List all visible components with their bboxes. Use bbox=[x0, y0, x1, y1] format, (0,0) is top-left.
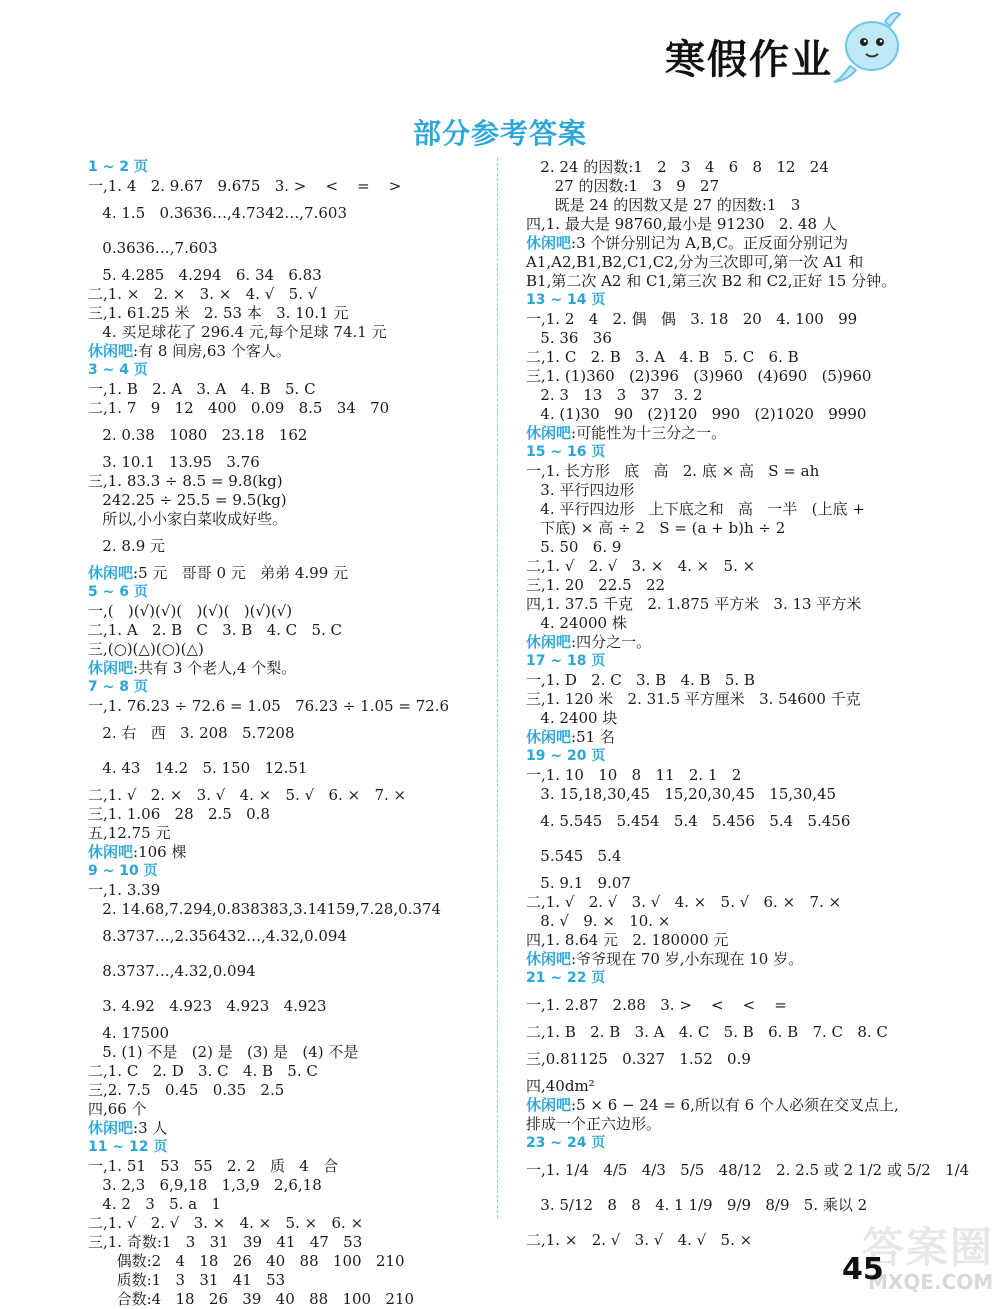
break-label: 休闲吧 bbox=[526, 424, 572, 442]
column-divider bbox=[497, 158, 498, 1218]
answer-line: 二,1. √ 2. √ 3. × 4. × 5. × bbox=[526, 557, 756, 575]
section-heading: 21 ~ 22 页 bbox=[526, 970, 606, 986]
answer-line: 2. 8.9 元 bbox=[88, 537, 166, 555]
answer-line: 二,1. A 2. B C 3. B 4. C 5. C bbox=[88, 621, 342, 639]
answer-line: 3. 2,3 6,9,18 1,3,9 2,6,18 bbox=[88, 1176, 322, 1194]
answer-line: 5. 9.1 9.07 bbox=[526, 874, 631, 892]
break-label: 休闲吧 bbox=[526, 728, 572, 746]
break-answer-text: :爷爷现在 70 岁,小东现在 10 岁。 bbox=[571, 950, 804, 968]
break-answer-line bbox=[526, 633, 926, 652]
break-label: 休闲吧 bbox=[526, 234, 572, 252]
answer-line: 2. 0.38 1080 23.18 162 bbox=[88, 426, 308, 444]
section-heading: 3 ~ 4 页 bbox=[88, 362, 148, 378]
answer-line: 4. 24000 株 bbox=[526, 614, 627, 632]
answer-line: 27 的因数:1 3 9 27 bbox=[526, 177, 720, 195]
answer-line: 二,1. × 2. × 3. × 4. √ 5. √ bbox=[88, 285, 318, 303]
watermark-url: MXQE.COM bbox=[868, 1270, 994, 1294]
answer-line: 二,1. C 2. B 3. A 4. B 5. C 6. B bbox=[526, 348, 799, 366]
section-heading: 19 ~ 20 页 bbox=[526, 748, 606, 764]
dolphin-mascot-icon bbox=[830, 8, 910, 88]
break-answer-line bbox=[526, 424, 926, 443]
break-answer-line bbox=[88, 843, 488, 862]
answer-line: 三,1. 奇数:1 3 31 39 41 47 53 bbox=[88, 1233, 363, 1251]
answer-line: 下底) × 高 ÷ 2 S = (a + b)h ÷ 2 bbox=[526, 519, 786, 537]
answer-line: 5. 50 6. 9 bbox=[526, 538, 622, 556]
answer-line: 2. 右 西 3. 208 5.7208 bbox=[88, 724, 295, 742]
answer-line: 3. 15,18,30,45 15,20,30,45 15,30,45 bbox=[526, 785, 837, 803]
answer-line: 三,1. 1.06 28 2.5 0.8 bbox=[88, 805, 270, 823]
brand-title: 寒假作业 bbox=[665, 36, 833, 83]
answer-line: 偶数:2 4 18 26 40 88 100 210 bbox=[88, 1252, 405, 1270]
answer-line: 5. (1) 不是 (2) 是 (3) 是 (4) 不是 bbox=[88, 1043, 359, 1061]
answer-line: 4. 43 14.2 5. 150 12.51 bbox=[88, 759, 308, 777]
break-answer-text: :有 8 间房,63 个客人。 bbox=[133, 342, 291, 360]
break-answer-text: :四分之一。 bbox=[571, 633, 652, 651]
break-answer-line bbox=[526, 950, 926, 969]
page-number: 45 bbox=[842, 1252, 884, 1287]
break-answer-text: :106 棵 bbox=[133, 843, 187, 861]
answer-line: 二,1. √ 2. √ 3. √ 4. × 5. √ 6. × 7. × bbox=[526, 893, 842, 911]
answer-line: 三,0.81125 0.327 1.52 0.9 bbox=[526, 1050, 751, 1068]
answer-line: 三,1. 20 22.5 22 bbox=[526, 576, 666, 594]
answer-line: 0.3636…,7.603 bbox=[88, 239, 218, 257]
answer-line: 4. 2 3 5. a 1 bbox=[88, 1195, 221, 1213]
answer-line: 3. 5/12 8 8 4. 1 1/9 9/9 8/9 5. 乘以 2 bbox=[526, 1196, 868, 1214]
section-heading: 1 ~ 2 页 bbox=[88, 159, 148, 175]
answer-line: 8.3737…,4.32,0.094 bbox=[88, 962, 256, 980]
answer-line: 2. 14.68,7.294,0.838383,3.14159,7.28,0.374 bbox=[88, 900, 442, 918]
break-label: 休闲吧 bbox=[526, 950, 572, 968]
answer-line: 一,1. 2.87 2.88 3. > < < = bbox=[526, 996, 787, 1014]
answer-line: 3. 10.1 13.95 3.76 bbox=[88, 453, 260, 471]
answer-line: 三,2. 7.5 0.45 0.35 2.5 bbox=[88, 1081, 285, 1099]
answer-line: 一,1. 51 53 55 2. 2 质 4 合 bbox=[88, 1157, 339, 1175]
answer-line: 四,1. 8.64 元 2. 180000 元 bbox=[526, 931, 729, 949]
answer-line: 一,1. B 2. A 3. A 4. B 5. C bbox=[88, 380, 316, 398]
answer-line: 所以,小小家白菜收成好些。 bbox=[88, 510, 288, 528]
break-answer-line bbox=[526, 1096, 926, 1115]
break-answer-line bbox=[88, 342, 488, 361]
break-label: 休闲吧 bbox=[88, 342, 134, 360]
break-answer-line bbox=[88, 659, 488, 678]
answer-line: 2. 24 的因数:1 2 3 4 6 8 12 24 bbox=[526, 158, 829, 176]
section-heading: 9 ~ 10 页 bbox=[88, 863, 158, 879]
answer-line: 质数:1 3 31 41 53 bbox=[88, 1271, 286, 1289]
answer-line: 一,1. 10 10 8 11 2. 1 2 bbox=[526, 766, 742, 784]
answer-line: 3. 平行四边形 bbox=[526, 481, 635, 499]
answer-line: 8.3737…,2.356432…,4.32,0.094 bbox=[88, 927, 348, 945]
break-answer-line bbox=[526, 234, 926, 253]
answer-line: 一,1. 3.39 bbox=[88, 881, 161, 899]
page-title: 部分参考答案 bbox=[412, 117, 587, 150]
answer-line: A1,A2,B1,B2,C1,C2,分为三次即可,第一次 A1 和 bbox=[526, 253, 864, 271]
break-answer-text: :51 名 bbox=[571, 728, 615, 746]
answer-line: 5. 36 36 bbox=[526, 329, 612, 347]
section-heading: 5 ~ 6 页 bbox=[88, 584, 148, 600]
section-heading: 17 ~ 18 页 bbox=[526, 653, 606, 669]
answer-line: 4. 2400 块 bbox=[526, 709, 618, 727]
answer-line: 一,( )(√)(√)( )(√)( )(√)(√) bbox=[88, 602, 293, 620]
answer-line: 三,1. 83.3 ÷ 8.5 = 9.8(kg) bbox=[88, 472, 283, 490]
break-label: 休闲吧 bbox=[88, 843, 134, 861]
answer-line: 一,1. 长方形 底 高 2. 底 × 高 S = ah bbox=[526, 462, 820, 480]
break-answer-text: :共有 3 个老人,4 个梨。 bbox=[133, 659, 297, 677]
break-answer-text: :5 × 6 − 24 = 6,所以有 6 个人必须在交叉点上, bbox=[571, 1096, 899, 1114]
answer-line: 4. 17500 bbox=[88, 1024, 170, 1042]
section-heading: 7 ~ 8 页 bbox=[88, 679, 148, 695]
section-heading: 15 ~ 16 页 bbox=[526, 444, 606, 460]
break-label: 休闲吧 bbox=[88, 564, 134, 582]
break-answer-text: :3 人 bbox=[133, 1119, 168, 1137]
break-label: 休闲吧 bbox=[88, 1119, 134, 1137]
answer-line: 排成一个正六边形。 bbox=[526, 1115, 662, 1133]
break-answer-line bbox=[88, 564, 488, 583]
answer-line: 五,12.75 元 bbox=[88, 824, 171, 842]
answer-line: 2. 3 13 3 37 3. 2 bbox=[526, 386, 703, 404]
answer-line: 二,1. √ 2. √ 3. × 4. × 5. × 6. × bbox=[88, 1214, 364, 1232]
answer-line: 一,1. 1/4 4/5 4/3 5/5 48/12 2. 2.5 或 2 1/2 或 5/2 1/4 bbox=[526, 1161, 970, 1179]
answer-line: 4. 平行四边形 上下底之和 高 一半 (上底 + bbox=[526, 500, 865, 518]
break-answer-text: :5 元 哥哥 0 元 弟弟 4.99 元 bbox=[133, 564, 349, 582]
answer-line: 三,1. 61.25 米 2. 53 本 3. 10.1 元 bbox=[88, 304, 349, 322]
answer-line: 一,1. 76.23 ÷ 72.6 = 1.05 76.23 ÷ 1.05 = 72.6 bbox=[88, 697, 450, 715]
answer-line: 242.25 ÷ 25.5 = 9.5(kg) bbox=[88, 491, 287, 509]
answer-line: 二,1. 7 9 12 400 0.09 8.5 34 70 bbox=[88, 399, 390, 417]
answer-line: 二,1. √ 2. × 3. √ 4. × 5. √ 6. × 7. × bbox=[88, 786, 407, 804]
break-answer-line bbox=[88, 1119, 488, 1138]
answer-line: 5. 4.285 4.294 6. 34 6.83 bbox=[88, 266, 322, 284]
section-heading: 23 ~ 24 页 bbox=[526, 1135, 606, 1151]
answer-line: 一,1. D 2. C 3. B 4. B 5. B bbox=[526, 671, 755, 689]
answer-line: 二,1. B 2. B 3. A 4. C 5. B 6. B 7. C 8. C bbox=[526, 1023, 888, 1041]
section-heading: 11 ~ 12 页 bbox=[88, 1139, 168, 1155]
answer-line: 二,1. × 2. √ 3. √ 4. √ 5. × bbox=[526, 1231, 753, 1249]
answer-line: 5.545 5.4 bbox=[526, 847, 622, 865]
section-heading: 13 ~ 14 页 bbox=[526, 292, 606, 308]
answer-line: 三,1. 120 米 2. 31.5 平方厘米 3. 54600 千克 bbox=[526, 690, 861, 708]
break-label: 休闲吧 bbox=[526, 633, 572, 651]
answer-line: 4. 买足球花了 296.4 元,每个足球 74.1 元 bbox=[88, 323, 387, 341]
answer-line: B1,第二次 A2 和 C1,第三次 B2 和 C2,正好 15 分钟。 bbox=[526, 272, 897, 290]
answer-line: 二,1. C 2. D 3. C 4. B 5. C bbox=[88, 1062, 318, 1080]
answer-line: 3. 4.92 4.923 4.923 4.923 bbox=[88, 997, 327, 1015]
answer-line: 四,1. 最大是 98760,最小是 91230 2. 48 人 bbox=[526, 215, 837, 233]
break-answer-text: :可能性为十三分之一。 bbox=[571, 424, 727, 442]
answer-line: 合数:4 18 26 39 40 88 100 210 bbox=[88, 1290, 415, 1308]
answer-line: 一,1. 2 4 2. 偶 偶 3. 18 20 4. 100 99 bbox=[526, 310, 858, 328]
answer-column-left bbox=[88, 158, 488, 1309]
break-answer-text: :3 个饼分别记为 A,B,C。正反面分别记为 bbox=[571, 234, 849, 252]
answer-line: 8. √ 9. × 10. × bbox=[526, 912, 671, 930]
answer-line: 4. 1.5 0.3636…,4.7342…,7.603 bbox=[88, 204, 347, 222]
answer-line: 既是 24 的因数又是 27 的因数:1 3 bbox=[526, 196, 801, 214]
answer-line: 一,1. 4 2. 9.67 9.675 3. > < = > bbox=[88, 177, 402, 195]
answer-line: 三,(○)(△)(○)(△) bbox=[88, 640, 204, 658]
answer-line: 三,1. (1)360 (2)396 (3)960 (4)690 (5)960 bbox=[526, 367, 872, 385]
break-answer-line bbox=[526, 728, 926, 747]
answer-line: 4. (1)30 90 (2)120 990 (2)1020 9990 bbox=[526, 405, 867, 423]
watermark-logo: 答案圈 bbox=[862, 1223, 995, 1272]
answer-line: 四,66 个 bbox=[88, 1100, 147, 1118]
answer-line: 四,1. 37.5 千克 2. 1.875 平方米 3. 13 平方米 bbox=[526, 595, 862, 613]
answer-line: 4. 5.545 5.454 5.4 5.456 5.4 5.456 bbox=[526, 812, 851, 830]
break-label: 休闲吧 bbox=[526, 1096, 572, 1114]
answer-line: 四,40dm² bbox=[526, 1077, 595, 1095]
break-label: 休闲吧 bbox=[88, 659, 134, 677]
